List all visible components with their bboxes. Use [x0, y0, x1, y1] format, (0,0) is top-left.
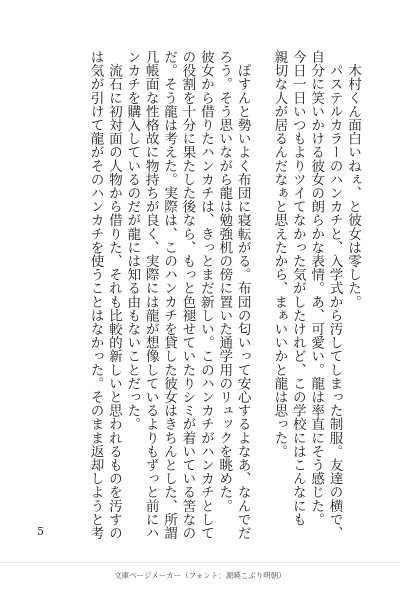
- text-line: 自分に笑いかける彼女の朗らかな表情。あ、可愛い。龍は率直にそう感じた。: [308, 50, 325, 526]
- vertical-text-block: [86, 50, 362, 540]
- text-line: ンカチを購入しているのだが龍には知る由もないことだった。: [124, 50, 141, 431]
- text-line: 今日一日いつもよりツイてなかった気がしたけれど、この学校にはこんなにも: [289, 50, 306, 526]
- text-line: ろう。そう思いながら龍は勉強机の傍に置いた通学用のリュックを眺めた。: [216, 50, 233, 513]
- text-line: パステルカラーのハンカチと、入学式から汚してしまった制服。友達の横で、: [326, 50, 343, 540]
- page-number: 5: [37, 525, 44, 538]
- text-line: 彼女から借りたハンカチは、きっとまだ新しい。このハンカチがハンカチとして: [197, 50, 214, 540]
- text-line: 木村くん面白いねぇ、と彼女は零した。: [345, 50, 361, 309]
- text-line: の役割を十分に果たした後なら、もっと色褪せていたりシミが着いている筈なの: [179, 50, 196, 540]
- text-line: 几帳面な性格故に物持ちが良く、実際には龍が想像しているよりもずっと前にハ: [142, 50, 159, 540]
- text-line: 親切な人が居るんだなぁと思えたから、まぁいいかと龍は思った。: [271, 50, 288, 458]
- text-line: は気が引けて龍がそのハンカチを使うことはなかった。そのまま返却しようと考: [87, 50, 104, 540]
- text-line: 流石に初対面の人物から借りた、それも比較的新しいと思われるものを汚すの: [105, 50, 122, 540]
- text-line: ぽすんと勢いよく布団に寝転がる。布団の匂いって安心するよなあ、なんでだ: [234, 50, 251, 540]
- footer-caption: 文庫ページメーカー（フォント：源暎こぶり明朝）: [114, 571, 286, 580]
- text-line: だ。そう龍は考えた。実際は、このハンカチを貸した彼女はきちんとした、所謂: [161, 50, 178, 540]
- footer-divider: [0, 562, 400, 563]
